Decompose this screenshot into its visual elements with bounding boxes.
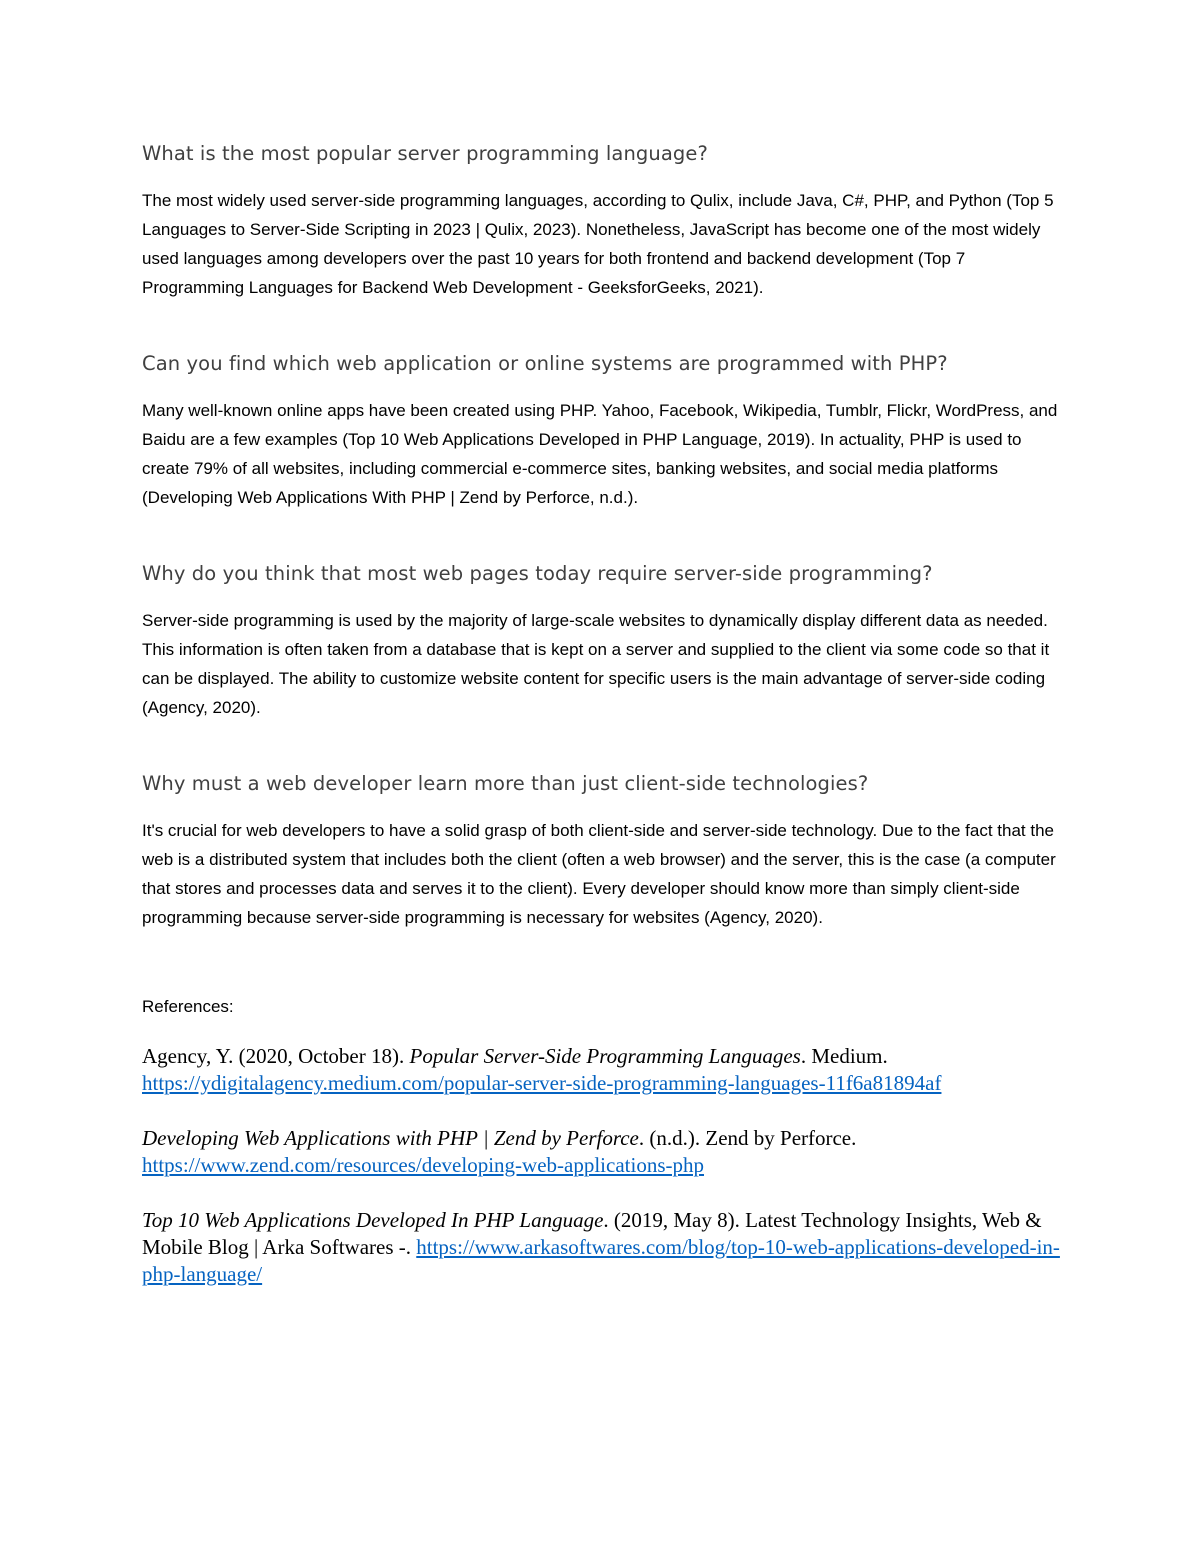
answer-paragraph: Many well-known online apps have been created using PHP. Yahoo, Facebook, Wikipedia, Tumblr, Flickr, WordPress, and Baidu are a few examples (Top 10 Web Applications Developed in PHP Language, 2019). In actuality, PHP is used to create 79% of all websites, including commercial e-commerce sites, banking websites, and social media platforms (Developing Web Applications With PHP | Zend by Perforce, n.d.).: [142, 401, 1058, 507]
reference-entry: [142, 1207, 1060, 1288]
reference-entry: [142, 1125, 1060, 1179]
answer-paragraph: Server-side programming is used by the majority of large-scale websites to dynamically display different data as needed. This information is often taken from a database that is kept on a server and supplied to the client via some code so that it can be displayed. The ability to customize website content for specific users is the main advantage of server-side coding (Agency, 2020).: [142, 611, 1050, 717]
answer-paragraph: It's crucial for web developers to have a solid grasp of both client-side and server-side technology. Due to the fact that the web is a distributed system that includes both the client (often a web browser) and the server, this is the case (a computer that stores and processes data and serves it to the client). Every developer should know more than simply client-side programming because server-side programming is necessary for websites (Agency, 2020).: [142, 821, 1056, 927]
reference-title: Developing Web Applications with PHP | Zend by Perforce: [142, 1126, 639, 1150]
reference-link[interactable]: https://ydigitalagency.medium.com/popular-server-side-programming-languages-11f6a81894af: [142, 1071, 942, 1095]
question-heading: Can you find which web application or online systems are programmed with PHP?: [142, 352, 948, 375]
question-heading: Why must a web developer learn more than just client-side technologies?: [142, 772, 869, 795]
section-php-applications: [142, 348, 1060, 512]
reference-entry: [142, 1043, 1060, 1097]
question-heading: Why do you think that most web pages today require server-side programming?: [142, 562, 933, 585]
question-heading: What is the most popular server programming language?: [142, 142, 708, 165]
reference-link[interactable]: https://www.zend.com/resources/developing-web-applications-php: [142, 1153, 704, 1177]
section-popular-server-language: [142, 138, 1060, 302]
reference-title: Top 10 Web Applications Developed In PHP Language: [142, 1208, 604, 1232]
section-server-side-requirement: [142, 558, 1060, 722]
reference-details: . (2019, May 8). Latest Technology Insights, Web & Mobile Blog | Arka Softwares -.: [142, 1208, 1042, 1259]
reference-details: . (n.d.). Zend by Perforce.: [638, 1126, 857, 1150]
answer-paragraph: The most widely used server-side programming languages, according to Qulix, include Java, C#, PHP, and Python (Top 5 Languages to Server-Side Scripting in 2023 | Qulix, 2023). Nonetheless, JavaScript has become one of the most widely used languages among developers over the past 10 years for both frontend and backend development (Top 7 Programming Languages for Backend Web Development - GeeksforGeeks, 2021).: [142, 191, 1054, 297]
section-beyond-client-side: [142, 768, 1060, 932]
reference-link[interactable]: https://www.arkasoftwares.com/blog/top-10-web-applications-developed-in-php-language/: [142, 1235, 1060, 1286]
references-label: References:: [142, 997, 234, 1016]
reference-title: Popular Server-Side Programming Languages: [409, 1044, 801, 1068]
reference-author: Agency, Y. (2020, October 18).: [142, 1044, 410, 1068]
document-page: [142, 138, 1060, 1316]
reference-details: . Medium.: [800, 1044, 888, 1068]
